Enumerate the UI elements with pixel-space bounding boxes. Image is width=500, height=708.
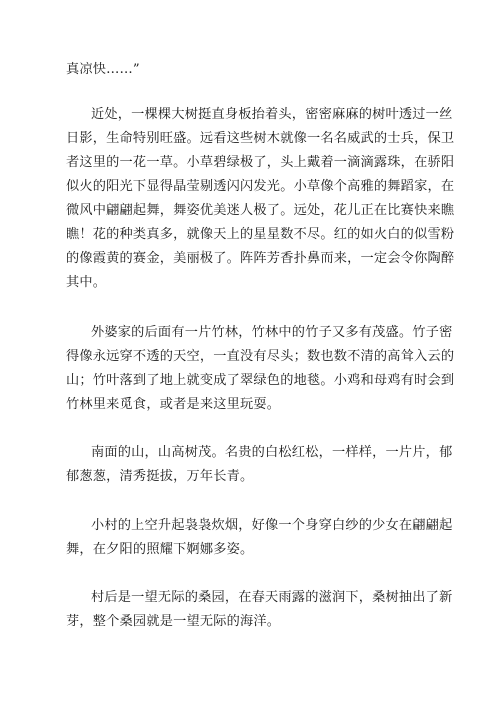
text-line: 芽，整个桑园就是一望无际的海洋。	[66, 614, 281, 629]
text-line: 南面的山，山高树茂。名贵的白松红松，一样样，一片片，郁	[91, 445, 453, 460]
text-line: 舞，在夕阳的照耀下婀娜多姿。	[66, 542, 254, 557]
text-line: 者这里的一花一草。小草碧绿极了，头上戴着一滴滴露珠，在骄阳	[66, 155, 455, 170]
text-line: 得像永远穿不透的天空，一直没有尽头；数也数不清的高耸入云的	[66, 349, 455, 364]
text-line: 郁葱葱，清秀挺拔，万年长青。	[66, 469, 254, 484]
text-line: 瞧！花的种类真多，就像天上的星星数不尽。红的如火白的似雪粉	[66, 227, 455, 242]
text-line: 日影，生命特别旺盛。远看这些树木就像一名名威武的士兵，保卫	[66, 131, 455, 146]
text-line: 真凉快……”	[66, 62, 140, 77]
text-line: 竹林里来觅食，或者是来这里玩耍。	[66, 397, 281, 412]
text-line: 山；竹叶落到了地上就变成了翠绿色的地毯。小鸡和母鸡有时会到	[66, 373, 455, 388]
text-line: 小村的上空升起袅袅炊烟，好像一个身穿白纱的少女在翩翩起	[91, 518, 453, 533]
text-line: 的像霞黄的赛金，美丽极了。阵阵芳香扑鼻而来，一定会令你陶醉	[66, 251, 455, 266]
text-line: 外婆家的后面有一片竹林，竹林中的竹子又多有茂盛。竹子密	[91, 325, 453, 340]
text-line: 其中。	[66, 275, 107, 290]
text-line: 近处，一棵棵大树挺直身板抬着头，密密麻麻的树叶透过一丝	[91, 107, 453, 122]
text-line: 微风中翩翩起舞，舞姿优美迷人极了。远处，花儿正在比赛快来瞧	[66, 203, 455, 218]
text-line: 似火的阳光下显得晶莹剔透闪闪发光。小草像个高雅的舞蹈家，在	[66, 179, 455, 194]
text-line: 村后是一望无际的桑园，在春天雨露的滋润下，桑树抽出了新	[91, 590, 453, 605]
